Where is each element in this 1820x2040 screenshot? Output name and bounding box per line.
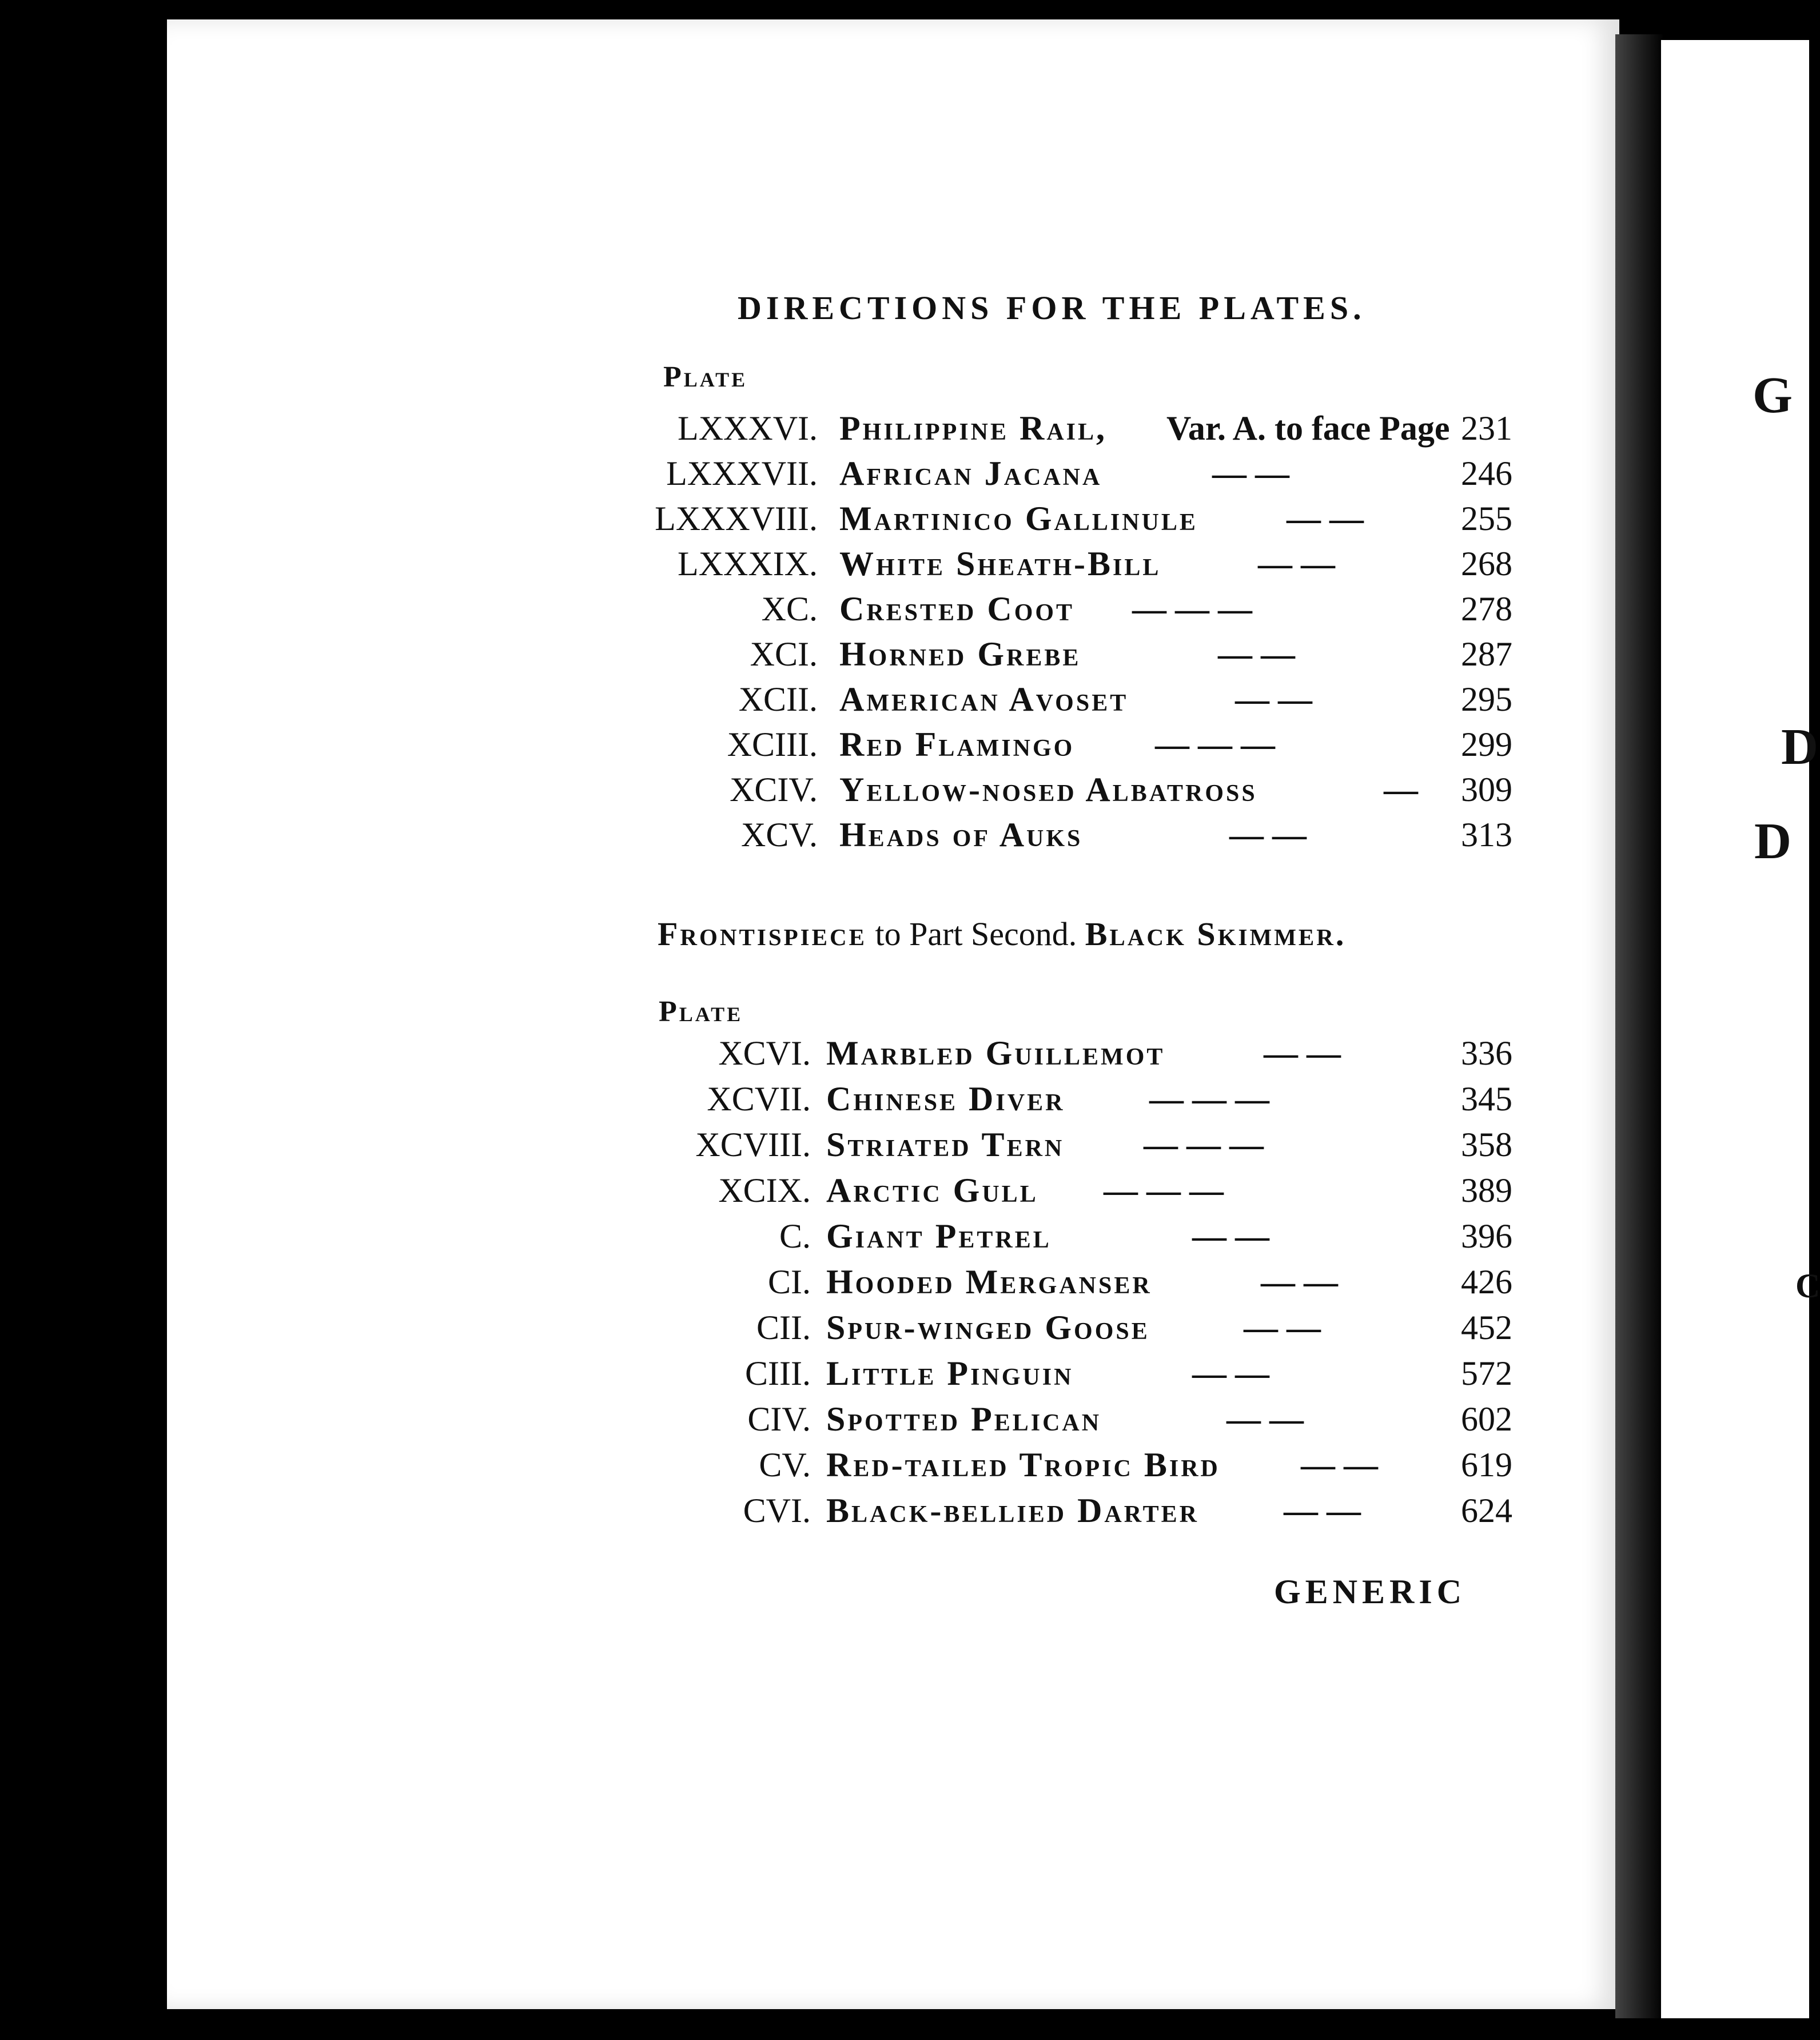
plate-row: [0, 632, 1544, 676]
facing-letter-4: C: [1795, 1267, 1820, 1305]
plate-row: [0, 496, 1544, 541]
page-number: 358: [1461, 1126, 1512, 1164]
plate-row: [0, 1077, 1544, 1121]
plate-leader: — — —: [1132, 590, 1252, 628]
plate-title: Heads of Auks: [839, 816, 1083, 854]
page-number: 313: [1461, 816, 1512, 854]
plate-heading-2: Plate: [659, 995, 743, 1028]
page-number: 295: [1461, 680, 1512, 718]
plate-number: XCII.: [738, 680, 818, 718]
plate-number: XCI.: [750, 635, 818, 673]
page-number: 278: [1461, 590, 1512, 628]
plate-row: [0, 1214, 1544, 1258]
plate-number: XCVIII.: [695, 1126, 811, 1164]
plate-number: XCIX.: [718, 1172, 811, 1209]
plate-row: [0, 1260, 1544, 1304]
plate-row: [0, 406, 1544, 451]
page-number: 246: [1461, 455, 1512, 492]
plate-number: CVI.: [743, 1492, 811, 1529]
plate-leader: — — —: [1144, 1126, 1264, 1164]
plate-title: Philippine Rail,: [839, 409, 1108, 447]
plate-heading-1: Plate: [663, 361, 748, 393]
plate-number: XCIV.: [730, 771, 818, 808]
plate-leader: — —: [1258, 545, 1335, 583]
plate-row: [0, 1351, 1544, 1396]
plate-title: Martinico Gallinule: [839, 500, 1198, 537]
frontispiece-label: Frontispiece: [658, 915, 867, 953]
plate-leader: —: [1384, 771, 1418, 808]
plate-title: Red-tailed Tropic Bird: [826, 1446, 1220, 1484]
plate-title: Spotted Pelican: [826, 1400, 1102, 1438]
plate-number: XCIII.: [727, 726, 818, 763]
plate-row: [0, 451, 1544, 496]
plate-title: Yellow-nosed Albatross: [839, 771, 1257, 808]
plate-row: [0, 1122, 1544, 1167]
page-number: 299: [1461, 726, 1512, 763]
plate-number: CV.: [759, 1446, 811, 1484]
facing-page: [1661, 40, 1809, 2018]
plate-title: Giant Petrel: [826, 1217, 1052, 1255]
plate-title: Horned Grebe: [839, 635, 1081, 673]
plate-number: CIV.: [747, 1400, 811, 1438]
page-number: 268: [1461, 545, 1512, 583]
plate-title: Striated Tern: [826, 1126, 1065, 1164]
page-number: 452: [1461, 1309, 1512, 1346]
page-number: 426: [1461, 1263, 1512, 1301]
plate-number: LXXXVI.: [678, 409, 818, 447]
plate-title: Crested Coot: [839, 590, 1075, 628]
plate-leader: — —: [1264, 1034, 1341, 1072]
plate-title: Arctic Gull: [826, 1172, 1038, 1209]
plate-title: Marbled Guillemot: [826, 1034, 1165, 1072]
plate-row: [0, 722, 1544, 767]
plate-number: LXXXIX.: [678, 545, 818, 583]
plate-leader: — —: [1284, 1492, 1361, 1529]
plate-row: [0, 1397, 1544, 1441]
page-number: 396: [1461, 1217, 1512, 1255]
plate-title: White Sheath-Bill: [839, 545, 1161, 583]
page-number: 309: [1461, 771, 1512, 808]
plate-title: African Jacana: [839, 455, 1102, 492]
plate-number: LXXXVII.: [666, 455, 818, 492]
plate-number: CIII.: [745, 1354, 811, 1392]
plate-leader: — — —: [1149, 1080, 1269, 1118]
page-number: 624: [1461, 1492, 1512, 1529]
plate-leader: — —: [1226, 1400, 1304, 1438]
plate-row: [0, 677, 1544, 722]
plate-title: Spur-winged Goose: [826, 1309, 1150, 1346]
plate-leader: Var. A. to face Page: [1166, 409, 1450, 447]
plate-title: Red Flamingo: [839, 726, 1075, 763]
plate-row: [0, 1168, 1544, 1213]
page-number: 345: [1461, 1080, 1512, 1118]
book-gutter: [1615, 34, 1664, 2018]
plate-row: [0, 1443, 1544, 1487]
plate-leader: — — —: [1104, 1172, 1224, 1209]
page-number: 255: [1461, 500, 1512, 537]
plate-leader: — —: [1212, 455, 1289, 492]
plate-number: C.: [779, 1217, 811, 1255]
page-number: 336: [1461, 1034, 1512, 1072]
plate-leader: — —: [1301, 1446, 1378, 1484]
frontispiece-text: to Part Second.: [866, 915, 1085, 953]
page-number: 602: [1461, 1400, 1512, 1438]
plate-row: [0, 1031, 1544, 1075]
plate-leader: — —: [1261, 1263, 1338, 1301]
facing-letter-2: D: [1781, 719, 1818, 775]
plate-row: [0, 812, 1544, 857]
page-number: 389: [1461, 1172, 1512, 1209]
frontispiece-bird: Black Skimmer.: [1085, 915, 1347, 953]
plate-leader: — —: [1218, 635, 1295, 673]
page-number: 572: [1461, 1354, 1512, 1392]
plate-leader: — —: [1287, 500, 1364, 537]
plate-title: Hooded Merganser: [826, 1263, 1152, 1301]
plate-number: XC.: [761, 590, 818, 628]
plate-title: Black-bellied Darter: [826, 1492, 1199, 1529]
plate-number: XCVII.: [707, 1080, 811, 1118]
plate-number: CII.: [756, 1309, 811, 1346]
plate-row: [0, 1488, 1544, 1533]
plate-title: Little Pinguin: [826, 1354, 1074, 1392]
plate-leader: — — —: [1155, 726, 1275, 763]
frontispiece-line: [658, 915, 1346, 953]
page-number: 619: [1461, 1446, 1512, 1484]
plate-row: [0, 541, 1544, 586]
plate-title: American Avoset: [839, 680, 1129, 718]
plate-row: [0, 1305, 1544, 1350]
facing-letter-3: D: [1754, 813, 1791, 870]
plate-leader: — —: [1229, 816, 1307, 854]
page-number: 231: [1461, 409, 1512, 447]
plate-number: LXXXVIII.: [655, 500, 818, 537]
catchword: GENERIC: [1274, 1573, 1467, 1611]
plate-leader: — —: [1244, 1309, 1321, 1346]
facing-letter-1: G: [1753, 367, 1793, 424]
plate-leader: — —: [1192, 1217, 1269, 1255]
plate-title: Chinese Diver: [826, 1080, 1065, 1118]
plate-number: XCVI.: [718, 1034, 811, 1072]
page-title: DIRECTIONS FOR THE PLATES.: [738, 289, 1366, 326]
plate-number: CI.: [768, 1263, 811, 1301]
plate-row: [0, 587, 1544, 631]
plate-row: [0, 767, 1544, 812]
plate-leader: — —: [1235, 680, 1312, 718]
plate-leader: — —: [1192, 1354, 1269, 1392]
plate-number: XCV.: [741, 816, 818, 854]
page-number: 287: [1461, 635, 1512, 673]
